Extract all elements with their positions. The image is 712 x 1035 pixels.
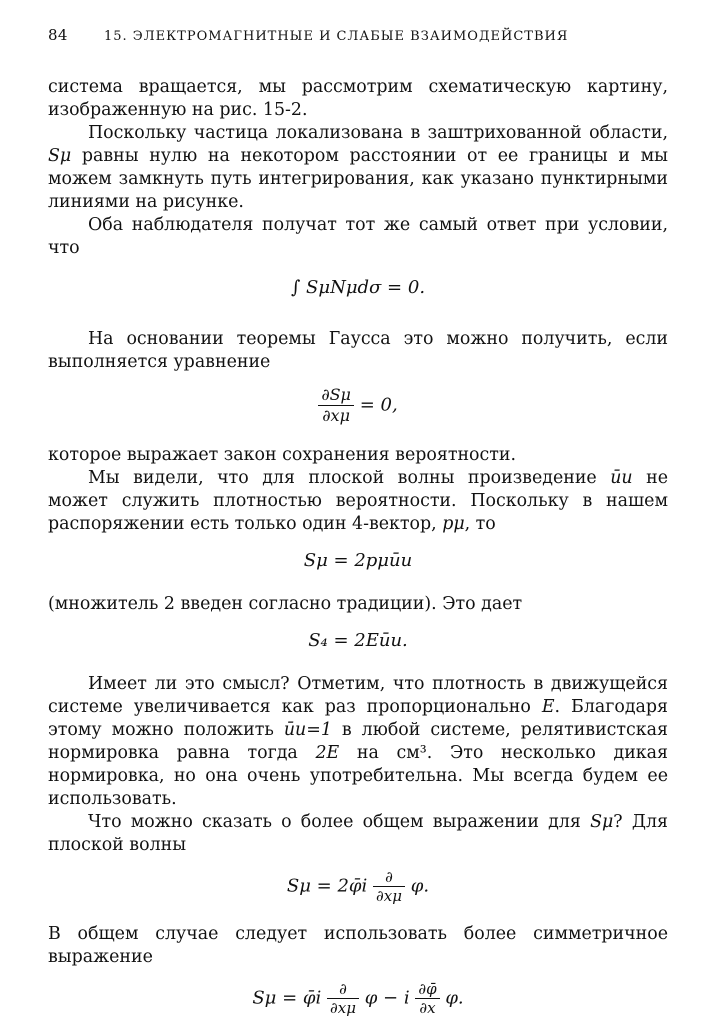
chapter-title: 15. ЭЛЕКТРОМАГНИТНЫЕ И СЛАБЫЕ ВЗАИМОДЕЙСТВИЯ [104,29,569,44]
text-run: в любой системе, релятивистская нормировка равна тогда [48,720,668,763]
equation-symmetric [48,980,668,1017]
plane-wave-fraction [373,868,405,905]
equation-S-mu-text: Sμ = 2pμūu [303,550,413,571]
equation-rhs: φ. [445,987,464,1009]
text-run: . Благодаря этому можно положить [48,697,669,740]
math-ubar-u-eq-1: ūu=1 [283,720,332,740]
fraction-numerator: ∂ [373,868,405,887]
equation-S4-text: S₄ = 2Eūu. [308,630,408,651]
math-S-mu: Sμ [48,146,72,166]
math-p-mu: pμ [442,514,465,534]
fraction-denominator: ∂xμ [330,999,356,1017]
equation-rhs: = 0, [359,394,398,416]
paragraph-8 [48,673,668,811]
page-body [48,76,668,1035]
text-run: равны нулю на некотором расстоянии от ее границы и мы можем замкнуть путь интегрирования, как указано пунктирными линиями на рисунке. [48,146,668,212]
text-run: Имеет ли это смысл? Отметим, что плотность в движущейся системе увеличивается как раз пропорционально [48,674,668,717]
paragraph-3: Оба наблюдателя получат тот же самый ответ при условии, что [48,215,668,258]
equation-S4 [48,627,668,655]
text-run: Что можно сказать о более общем выражении для [88,812,581,832]
fraction-numerator: ∂φ̄ [415,980,439,999]
paragraph-6 [48,467,668,536]
equation-integral-text: ∫ SμNμdσ = 0. [290,277,426,298]
fraction-denominator: ∂x [419,999,436,1017]
equation-lhs: Sμ = 2φ̄i [286,875,368,897]
fraction-denominator: ∂xμ [376,887,402,905]
text-run: Поскольку частица локализована в заштрихованной области, [88,123,668,143]
equation-S-mu [48,547,668,575]
divergence-fraction [318,385,354,426]
math-E: E [541,697,555,717]
paragraph-5: которое выражает закон сохранения вероятности. [48,445,517,465]
math-S-mu: Sμ [590,812,614,832]
text-run: Мы видели, что для плоской волны произведение [88,468,597,488]
equation-rhs: φ. [410,875,430,897]
text-run: , то [464,514,496,534]
paragraph-7: (множитель 2 введен согласно традиции). Это дает [48,594,523,614]
text-run: на см³. Это несколько дикая нормировка, но она очень употребительна. Мы всегда будем ее использовать. [48,743,669,809]
text-run: не может служить плотностью вероятности. Поскольку в нашем распоряжении есть только один 4-вектор, [48,468,668,534]
equation-plane-wave [48,868,668,905]
paragraph-10: В общем случае следует использовать более симметричное выражение [48,924,668,967]
text-run: Для плоской волны [48,812,669,855]
equation-divergence [48,385,668,426]
fraction-denominator: ∂xμ [322,406,350,425]
symmetric-fraction-2 [415,980,439,1017]
paragraph-9: Что можно сказать о более общем выражении для Sμ? Для плоской волны [48,812,669,855]
symmetric-fraction-1 [327,980,359,1017]
math-ubar-u: ūu [610,468,633,488]
equation-lhs: Sμ = φ̄i [252,987,322,1009]
page-number: 84 [48,26,68,44]
paragraph-2 [48,122,668,214]
fraction-numerator: ∂Sμ [318,385,354,406]
paragraph-1: система вращается, мы рассмотрим схематическую картину, изображенную на рис. 15-2. [48,77,668,120]
running-header [48,26,668,44]
fraction-numerator: ∂ [327,980,359,999]
equation-middle: φ − i [364,987,410,1009]
math-2E: 2E [315,743,340,763]
paragraph-4: На основании теоремы Гаусса это можно получить, если выполняется уравнение [48,329,668,372]
equation-integral [48,274,668,302]
